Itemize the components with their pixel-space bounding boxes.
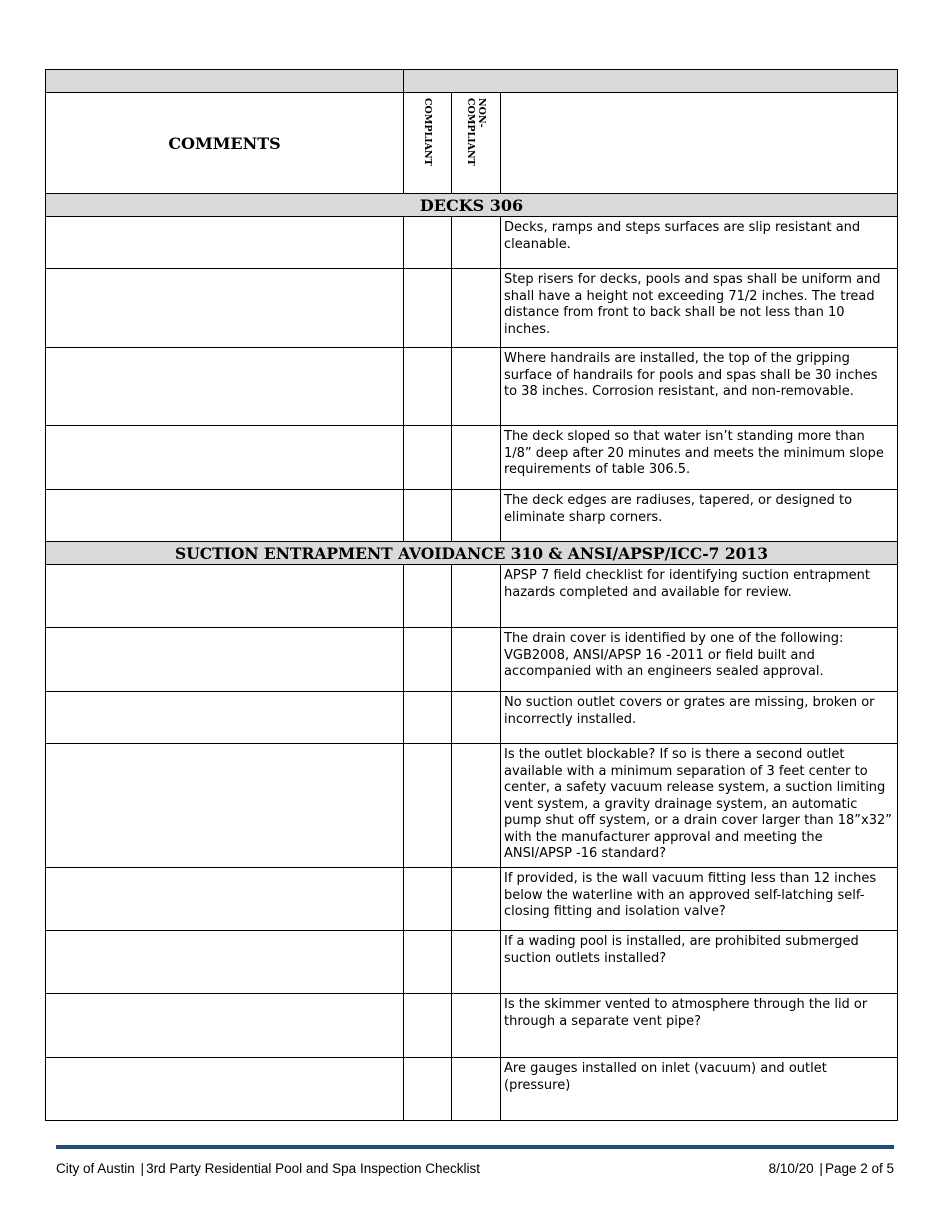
checklist-row (46, 426, 898, 490)
comment-cell[interactable] (46, 426, 404, 490)
item-description: Decks, ramps and steps surfaces are slip resistant and cleanable. (501, 217, 898, 269)
non-compliant-checkbox-cell[interactable] (452, 269, 501, 348)
comment-cell[interactable] (46, 269, 404, 348)
section-row-decks (46, 194, 898, 217)
item-description: If provided, is the wall vacuum fitting less than 12 inches below the waterline with an approved self-latching self-closing fitting and isolation valve? (501, 868, 898, 931)
non-compliant-checkbox-cell[interactable] (452, 994, 501, 1058)
non-compliant-header-cell (452, 93, 501, 194)
non-compliant-checkbox-cell[interactable] (452, 490, 501, 542)
non-compliant-checkbox-cell[interactable] (452, 1058, 501, 1121)
top-band-right (404, 70, 898, 93)
compliant-checkbox-cell[interactable] (404, 931, 452, 994)
item-description: Is the skimmer vented to atmosphere through the lid or through a separate vent pipe? (501, 994, 898, 1058)
comment-cell[interactable] (46, 994, 404, 1058)
inspection-checklist-table (45, 69, 898, 1121)
compliant-checkbox-cell[interactable] (404, 348, 452, 426)
compliant-checkbox-cell[interactable] (404, 490, 452, 542)
item-description: APSP 7 field checklist for identifying suction entrapment hazards completed and available for review. (501, 565, 898, 628)
footer-doc-title: 3rd Party Residential Pool and Spa Inspection Checklist (146, 1161, 480, 1176)
footer-right (769, 1160, 894, 1178)
item-description: Step risers for decks, pools and spas shall be uniform and shall have a height not exceeding 71/2 inches. The tread distance from front to back shall be not less than 10 inches. (501, 269, 898, 348)
item-description: The drain cover is identified by one of the following: VGB2008, ANSI/APSP 16 -2011 or field built and accompanied with an engineers sealed approval. (501, 628, 898, 692)
non-compliant-heading: NON- COMPLIANT (465, 98, 487, 166)
footer-separator: | (815, 1161, 823, 1176)
comment-cell[interactable] (46, 692, 404, 744)
comment-cell[interactable] (46, 348, 404, 426)
compliant-header-cell (404, 93, 452, 194)
page-footer (56, 1160, 894, 1178)
footer-org: City of Austin (56, 1161, 135, 1176)
item-description: Where handrails are installed, the top of the gripping surface of handrails for pools and spas shall be 30 inches to 38 inches. Corrosion resistant, and non-removable. (501, 348, 898, 426)
checklist-row (46, 490, 898, 542)
comment-cell[interactable] (46, 628, 404, 692)
compliant-checkbox-cell[interactable] (404, 628, 452, 692)
comment-cell[interactable] (46, 490, 404, 542)
compliant-checkbox-cell[interactable] (404, 868, 452, 931)
footer-left (56, 1160, 480, 1178)
compliant-checkbox-cell[interactable] (404, 692, 452, 744)
item-description: No suction outlet covers or grates are missing, broken or incorrectly installed. (501, 692, 898, 744)
top-band-row (46, 70, 898, 93)
non-compliant-checkbox-cell[interactable] (452, 565, 501, 628)
comments-header-cell (46, 93, 404, 194)
compliant-checkbox-cell[interactable] (404, 217, 452, 269)
item-description: The deck sloped so that water isn’t standing more than 1/8” deep after 20 minutes and meets the minimum slope requirements of table 306.5. (501, 426, 898, 490)
compliant-checkbox-cell[interactable] (404, 269, 452, 348)
non-compliant-checkbox-cell[interactable] (452, 868, 501, 931)
compliant-checkbox-cell[interactable] (404, 1058, 452, 1121)
section-row-suction-entrapment (46, 542, 898, 565)
non-compliant-checkbox-cell[interactable] (452, 931, 501, 994)
checklist-row (46, 931, 898, 994)
non-compliant-checkbox-cell[interactable] (452, 744, 501, 868)
footer-separator: | (136, 1161, 145, 1176)
checklist-row (46, 744, 898, 868)
item-description: The deck edges are radiuses, tapered, or designed to eliminate sharp corners. (501, 490, 898, 542)
item-description: Are gauges installed on inlet (vacuum) and outlet (pressure) (501, 1058, 898, 1121)
checklist-row (46, 628, 898, 692)
footer-page-number: Page 2 of 5 (824, 1161, 894, 1176)
header-row (46, 93, 898, 194)
comment-cell[interactable] (46, 931, 404, 994)
footer-rule (56, 1145, 894, 1149)
description-header-cell (501, 93, 898, 194)
item-description: Is the outlet blockable? If so is there a second outlet available with a minimum separation of 3 feet center to center, a safety vacuum release system, a suction limiting vent system, a gravity drainage system, an automatic pump shut off system, or a drain cover larger than 18”x32” with the manufacturer approval and meeting the ANSI/APSP -16 standard? (501, 744, 898, 868)
checklist-row (46, 217, 898, 269)
checklist-row (46, 348, 898, 426)
comment-cell[interactable] (46, 1058, 404, 1121)
compliant-checkbox-cell[interactable] (404, 565, 452, 628)
compliant-checkbox-cell[interactable] (404, 426, 452, 490)
comment-cell[interactable] (46, 565, 404, 628)
comment-cell[interactable] (46, 868, 404, 931)
section-title-decks: DECKS 306 (46, 194, 898, 217)
checklist-row (46, 565, 898, 628)
item-description: If a wading pool is installed, are prohibited submerged suction outlets installed? (501, 931, 898, 994)
non-compliant-checkbox-cell[interactable] (452, 348, 501, 426)
checklist-row (46, 692, 898, 744)
non-compliant-checkbox-cell[interactable] (452, 217, 501, 269)
top-band-left (46, 70, 404, 93)
checklist-row (46, 868, 898, 931)
compliant-checkbox-cell[interactable] (404, 994, 452, 1058)
comments-heading: COMMENTS (168, 133, 281, 153)
non-compliant-checkbox-cell[interactable] (452, 692, 501, 744)
compliant-checkbox-cell[interactable] (404, 744, 452, 868)
comment-cell[interactable] (46, 217, 404, 269)
checklist-row (46, 994, 898, 1058)
non-compliant-checkbox-cell[interactable] (452, 426, 501, 490)
checklist-row (46, 269, 898, 348)
footer-date: 8/10/20 (768, 1161, 814, 1176)
section-title-suction-entrapment: SUCTION ENTRAPMENT AVOIDANCE 310 & ANSI/APSP/ICC-7 2013 (46, 542, 898, 565)
checklist-row (46, 1058, 898, 1121)
non-compliant-checkbox-cell[interactable] (452, 628, 501, 692)
comment-cell[interactable] (46, 744, 404, 868)
compliant-heading: COMPLIANT (422, 98, 433, 166)
